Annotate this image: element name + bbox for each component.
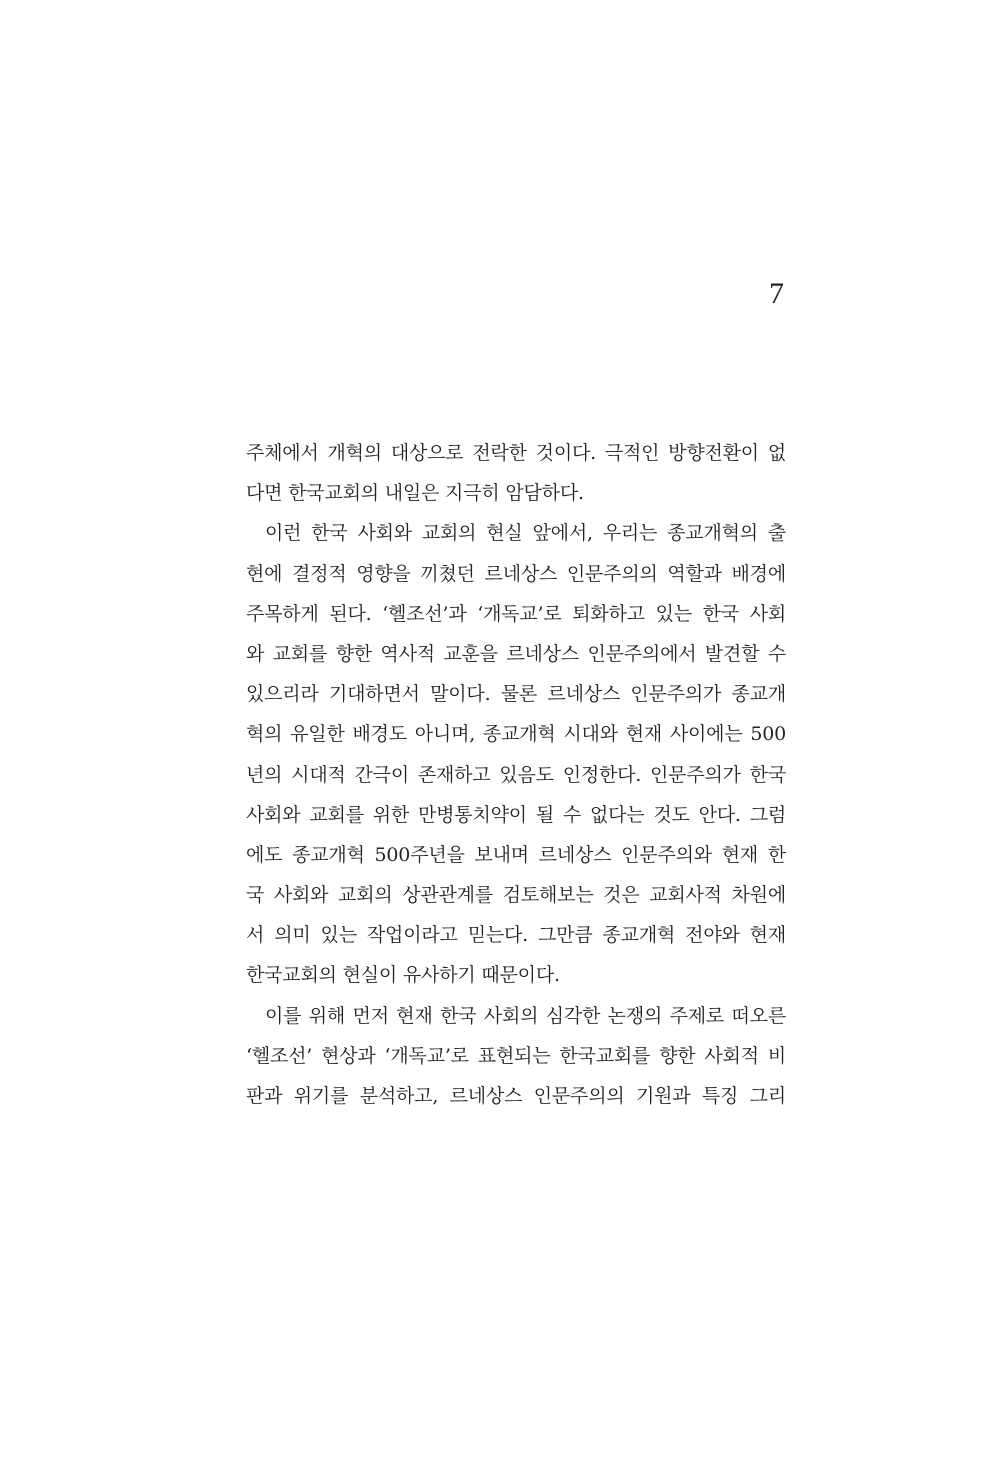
text-line-3: 이런 한국 사회와 교회의 현실 앞에서, 우리는 종교개혁의 출 [265, 522, 786, 545]
text-line-4: 현에 결정적 영향을 끼쳤던 르네상스 인문주의의 역할과 배경에 [246, 562, 786, 585]
text-line-2: 다면 한국교회의 내일은 지극히 암담하다. [246, 482, 584, 505]
text-line-15: 이를 위해 먼저 현재 한국 사회의 심각한 논쟁의 주제로 떠오른 [265, 1004, 786, 1027]
text-line-13: 서 의미 있는 작업이라고 믿는다. 그만큼 종교개혁 전야와 현재 [246, 924, 786, 947]
text-line-16: ‘헬조선’ 현상과 ‘개독교’로 표현되는 한국교회를 향한 사회적 비 [246, 1044, 786, 1067]
text-line-6: 와 교회를 향한 역사적 교훈을 르네상스 인문주의에서 발견할 수 [246, 642, 786, 665]
page-number: 7 [769, 277, 784, 310]
text-line-10: 사회와 교회를 위한 만병통치약이 될 수 없다는 것도 안다. 그럼 [246, 803, 786, 826]
body-text [246, 433, 786, 1116]
text-line-8: 혁의 유일한 배경도 아니며, 종교개혁 시대와 현재 사이에는 500 [246, 723, 786, 746]
text-line-9: 년의 시대적 간극이 존재하고 있음도 인정한다. 인문주의가 한국 [246, 763, 786, 786]
text-line-12: 국 사회와 교회의 상관관계를 검토해보는 것은 교회사적 차원에 [246, 884, 786, 907]
text-line-7: 있으리라 기대하면서 말이다. 물론 르네상스 인문주의가 종교개 [246, 683, 786, 706]
text-line-14: 한국교회의 현실이 유사하기 때문이다. [246, 964, 560, 987]
text-line-1: 주체에서 개혁의 대상으로 전락한 것이다. 극적인 방향전환이 없 [246, 442, 786, 464]
text-line-11: 에도 종교개혁 500주년을 보내며 르네상스 인문주의와 현재 한 [246, 843, 786, 866]
text-line-5: 주목하게 된다. ‘헬조선’과 ‘개독교’로 퇴화하고 있는 한국 사회 [246, 602, 786, 625]
text-line-17: 판과 위기를 분석하고, 르네상스 인문주의의 기원과 특징 그리 [246, 1085, 786, 1107]
